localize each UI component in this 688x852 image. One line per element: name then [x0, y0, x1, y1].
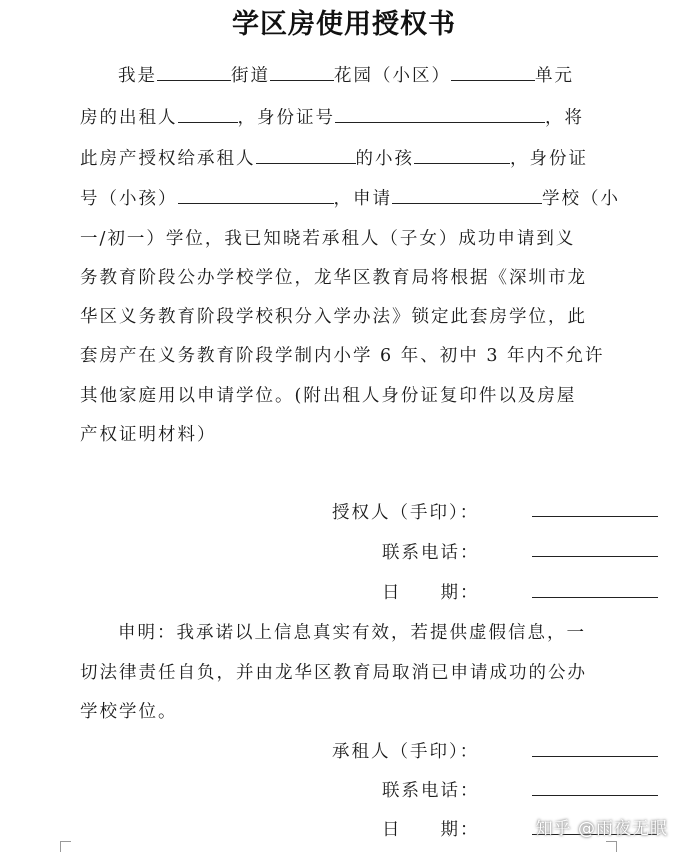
text-id-number: ，身份证号 [237, 108, 335, 128]
statement-line-3: 学校学位。 [80, 702, 178, 722]
landlord-id-blank[interactable] [335, 105, 545, 123]
text-unit: 单元 [535, 66, 574, 86]
garden-blank[interactable] [270, 63, 334, 81]
statement-line-1: 申明：我承诺以上信息真实有效，若提供虚假信息，一 [118, 623, 586, 643]
phone-line-2[interactable] [532, 795, 658, 796]
page-corner-mark-right [606, 841, 617, 852]
tenant-label: 承租人（手印）： [332, 742, 480, 762]
text-garden: 花园（小区） [334, 66, 451, 86]
text-street: 街道 [231, 66, 270, 86]
body-line-9: 其他家庭用以申请学位。(附出租人身份证复印件以及房屋 [80, 386, 577, 406]
text-id-card: ，身份证 [510, 149, 588, 169]
body-line-5: 一/初一）学位，我已知晓若承租人（子女）成功申请到义 [80, 229, 576, 249]
unit-blank[interactable] [451, 63, 535, 81]
authorizer-signature-line[interactable] [532, 516, 658, 517]
tenant-signature-line[interactable] [532, 756, 658, 757]
text-will: ，将 [545, 108, 584, 128]
phone-label-2: 联系电话： [382, 781, 480, 801]
page-corner-mark-left [60, 841, 71, 852]
watermark: 知乎 @雨夜无眠 [535, 819, 668, 839]
body-line-10: 产权证明材料） [80, 425, 217, 445]
body-line-4 [80, 185, 620, 210]
body-line-8: 套房产在义务教育阶段学制内小学 6 年、初中 3 年内不允许 [80, 346, 605, 366]
body-line-3 [80, 145, 588, 170]
authorizer-label: 授权人（手印）： [332, 503, 480, 523]
text-i-am: 我是 [118, 66, 157, 86]
text-landlord: 房的出租人 [80, 108, 178, 128]
body-line-1 [118, 62, 574, 87]
text-child-id: 号（小孩） [80, 189, 178, 209]
body-line-6: 务教育阶段公办学校学位，龙华区教育局将根据《深圳市龙 [80, 268, 587, 288]
text-school: 学校（小 [542, 189, 620, 209]
school-blank[interactable] [392, 186, 542, 204]
child-id-blank[interactable] [178, 186, 334, 204]
statement-line-2: 切法律责任自负，并由龙华区教育局取消已申请成功的公办 [80, 663, 587, 683]
text-child: 的小孩 [355, 149, 414, 169]
date-label-1: 日 期： [382, 583, 480, 603]
tenant-name-blank[interactable] [256, 146, 356, 164]
street-blank[interactable] [157, 63, 231, 81]
text-apply: ，申请 [333, 189, 392, 209]
date-label-2: 日 期： [382, 820, 480, 840]
landlord-name-blank[interactable] [178, 105, 238, 123]
document-title: 学区房使用授权书 [232, 9, 456, 40]
phone-label-1: 联系电话： [382, 543, 480, 563]
child-name-blank[interactable] [414, 146, 510, 164]
body-line-2 [80, 104, 584, 129]
body-line-7: 华区义务教育阶段学校积分入学办法》锁定此套房学位，此 [80, 307, 587, 327]
phone-line-1[interactable] [532, 556, 658, 557]
text-authorize-tenant: 此房产授权给承租人 [80, 149, 256, 169]
date-line-1[interactable] [532, 597, 658, 598]
